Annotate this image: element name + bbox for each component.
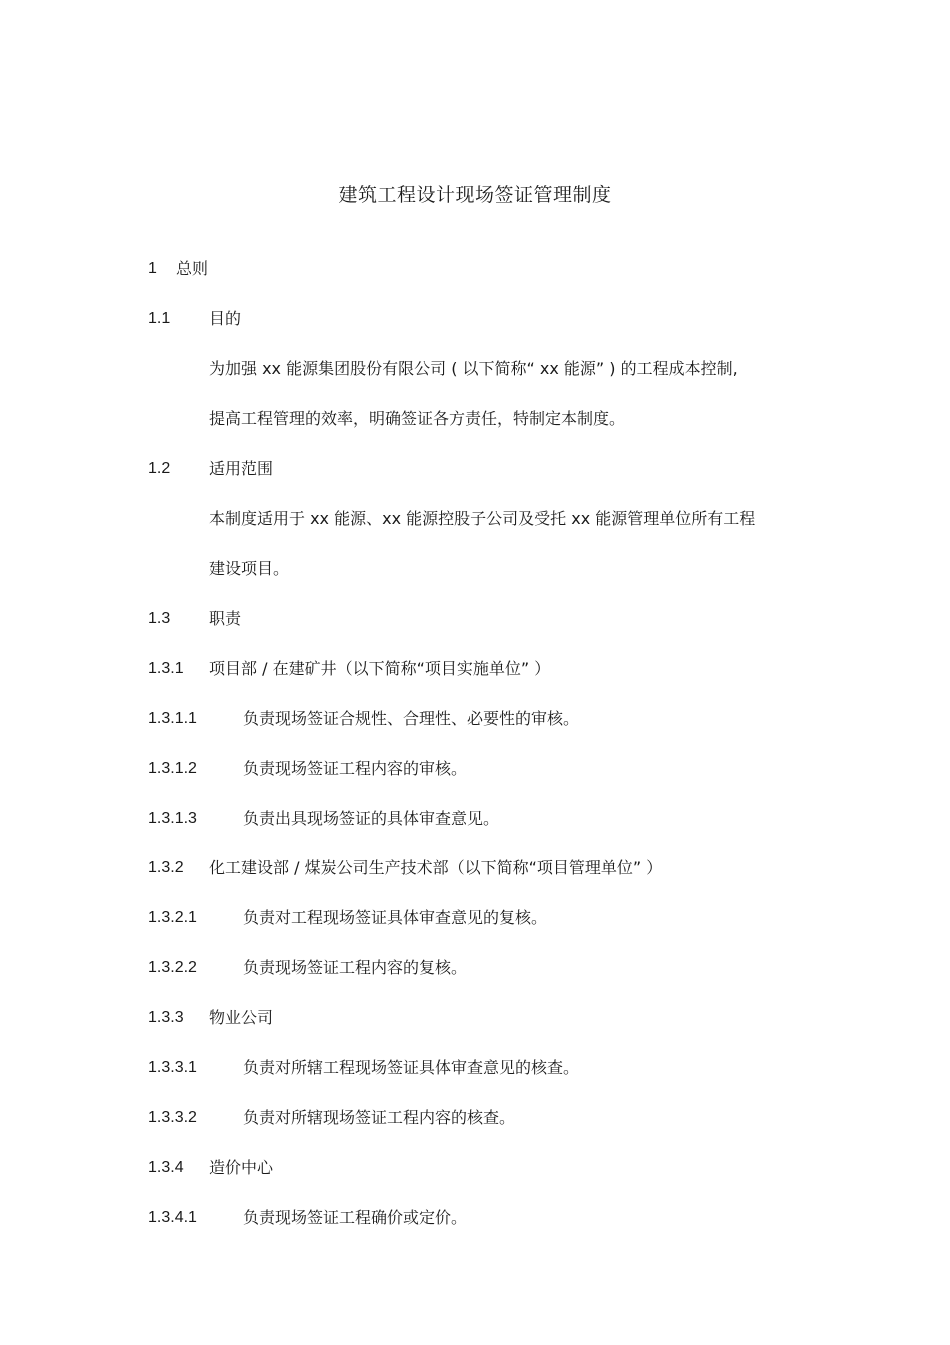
item-text: 负责出具现场签证的具体审查意见。: [243, 809, 500, 828]
section-number: 1: [148, 260, 157, 277]
item-text: 负责对所辖现场签证工程内容的核查。: [243, 1108, 516, 1127]
item-text: 负责对所辖工程现场签证具体审查意见的核查。: [243, 1058, 580, 1077]
item-text: 负责对工程现场签证具体审查意见的复核。: [243, 908, 548, 927]
section-heading: 物业公司: [209, 1008, 274, 1027]
section-number: 1.3.1: [148, 660, 184, 677]
item-text: 负责现场签证工程内容的审核。: [243, 759, 468, 778]
paragraph-line: 本制度适用于 xx 能源、xx 能源控股子公司及受托 xx 能源管理单位所有工程: [209, 509, 756, 528]
item-number: 1.3.4.1: [148, 1209, 197, 1226]
item-text: 负责现场签证工程确价或定价。: [243, 1208, 468, 1227]
paragraph-line: 建设项目。: [209, 559, 290, 578]
item-number: 1.3.1.1: [148, 710, 197, 727]
document-title: 建筑工程设计现场签证管理制度: [338, 184, 612, 206]
section-number: 1.3.2: [148, 859, 184, 876]
section-number: 1.1: [148, 310, 171, 327]
section-number: 1.3.4: [148, 1159, 184, 1176]
section-number: 1.2: [148, 460, 171, 477]
section-heading: 化工建设部 / 煤炭公司生产技术部（以下简称“项目管理单位” ）: [209, 858, 663, 877]
section-heading: 总则: [176, 259, 209, 278]
item-text: 负责现场签证工程内容的复核。: [243, 958, 468, 977]
item-number: 1.3.3.2: [148, 1109, 197, 1126]
section-heading: 职责: [209, 609, 242, 628]
item-number: 1.3.2.1: [148, 909, 197, 926]
section-heading: 目的: [209, 309, 242, 328]
section-heading: 造价中心: [209, 1158, 274, 1177]
paragraph-line: 提高工程管理的效率，明确签证各方责任，特制定本制度。: [209, 409, 626, 428]
item-text: 负责现场签证合规性、合理性、必要性的审核。: [243, 709, 580, 728]
section-heading: 适用范围: [209, 459, 274, 478]
item-number: 1.3.3.1: [148, 1059, 197, 1076]
item-number: 1.3.1.2: [148, 760, 197, 777]
section-number: 1.3.3: [148, 1009, 184, 1026]
section-number: 1.3: [148, 610, 171, 627]
item-number: 1.3.2.2: [148, 959, 197, 976]
item-number: 1.3.1.3: [148, 810, 197, 827]
paragraph-line: 为加强 xx 能源集团股份有限公司 ( 以下简称“ xx 能源” ) 的工程成本控制,: [209, 359, 738, 378]
section-heading: 项目部 / 在建矿井（以下简称“项目实施单位” ）: [209, 659, 551, 678]
